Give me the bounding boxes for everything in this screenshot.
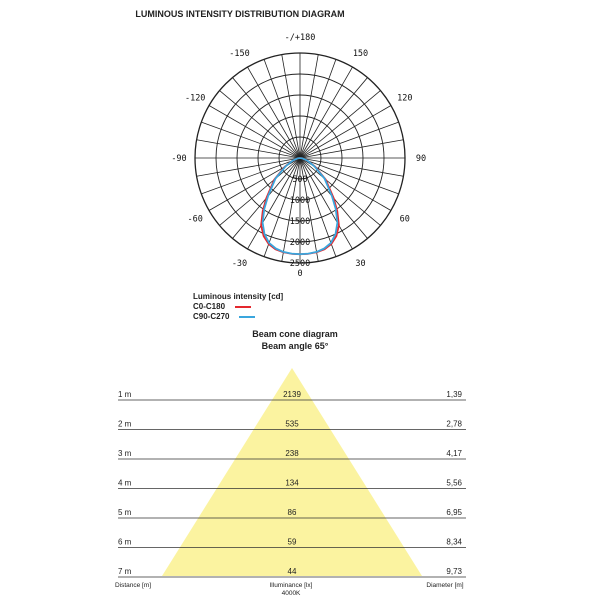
- illuminance-value: 44: [287, 567, 297, 576]
- distance-label: 4 m: [118, 478, 132, 488]
- illuminance-value: 535: [285, 419, 299, 429]
- color-temperature-label: 4000K: [281, 590, 301, 597]
- diameter-column-label: Diameter [m]: [426, 582, 464, 589]
- angle-tick-label: -120: [184, 93, 206, 104]
- angle-tick-label: -60: [187, 214, 203, 225]
- beam-cone-title: Beam cone diagram: [252, 329, 338, 339]
- chart-title: LUMINOUS INTENSITY DISTRIBUTION DIAGRAM: [135, 9, 345, 19]
- angle-tick-label: 120: [397, 93, 413, 104]
- angle-tick-label: -90: [171, 154, 187, 164]
- angle-tick-label: 150: [352, 49, 369, 60]
- distance-column-label: Distance [m]: [114, 582, 152, 589]
- radial-tick-label: 2500: [289, 259, 311, 269]
- illuminance-value: 2139: [283, 390, 301, 399]
- radial-tick-label: 2000: [289, 238, 311, 248]
- diameter-value: 8,34: [446, 537, 462, 547]
- illuminance-value: 238: [285, 449, 299, 458]
- angle-tick-label: -/+180: [284, 33, 316, 43]
- distance-label: 7 m: [118, 567, 132, 576]
- radial-tick-label: 500: [292, 175, 308, 185]
- radial-tick-label: 1000: [289, 196, 311, 206]
- diameter-value: 1,39: [446, 390, 462, 399]
- legend-label: C0-C180: [193, 302, 226, 311]
- distance-label: 1 m: [118, 390, 132, 399]
- angle-tick-label: -30: [231, 258, 248, 269]
- beam-angle-label: Beam angle 65°: [261, 341, 329, 351]
- angle-tick-label: 30: [355, 258, 366, 269]
- distance-label: 6 m: [118, 537, 132, 547]
- angle-tick-label: 60: [399, 214, 410, 225]
- diameter-value: 5,56: [446, 478, 462, 488]
- angle-tick-label: 0: [297, 269, 303, 279]
- distance-label: 3 m: [118, 449, 132, 458]
- diameter-value: 6,95: [446, 508, 462, 517]
- angle-tick-label: 90: [415, 154, 427, 164]
- radial-tick-label: 1500: [289, 217, 311, 227]
- illuminance-column-label: Illuminance [lx]: [269, 582, 313, 589]
- distance-label: 2 m: [118, 419, 132, 429]
- illuminance-value: 86: [287, 508, 297, 517]
- legend-title: Luminous intensity [cd]: [193, 292, 284, 301]
- legend-label: C90-C270: [193, 312, 230, 321]
- distance-label: 5 m: [118, 508, 132, 517]
- illuminance-value: 134: [285, 478, 299, 488]
- diameter-value: 9,73: [446, 567, 462, 576]
- diameter-value: 2,78: [446, 419, 462, 429]
- illuminance-value: 59: [287, 537, 297, 547]
- diameter-value: 4,17: [446, 449, 462, 458]
- angle-tick-label: -150: [229, 49, 250, 60]
